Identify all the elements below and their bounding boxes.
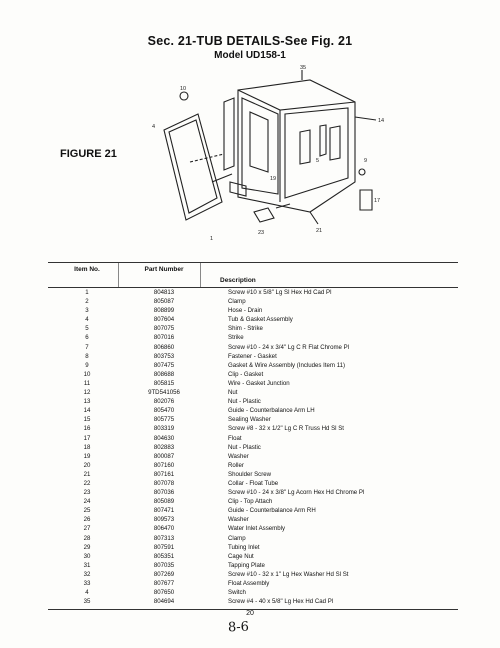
part-number: 807078: [153, 479, 175, 487]
table-row: [48, 515, 458, 524]
table-row: [48, 315, 458, 324]
item-number: 19: [83, 452, 91, 460]
model-label: Model UD158-1: [214, 50, 286, 61]
part-description: Sealing Washer: [228, 416, 271, 424]
table-row: [48, 415, 458, 424]
table-row: [48, 470, 458, 479]
item-number: 2: [85, 298, 89, 306]
item-number: 14: [83, 407, 91, 415]
item-number: 27: [83, 525, 91, 533]
part-number: 807016: [153, 334, 175, 342]
part-description: Fastener - Gasket: [228, 352, 277, 360]
item-number: 1: [85, 289, 89, 296]
table-row: [48, 306, 458, 315]
part-description: Hose - Drain: [228, 307, 263, 315]
table-row: [48, 388, 458, 397]
svg-text:1: 1: [210, 236, 214, 242]
table-row: [48, 506, 458, 515]
part-description: Clip - Gasket: [228, 370, 264, 378]
part-number: 806860: [153, 343, 175, 351]
part-number: 808899: [153, 307, 175, 315]
table-row: [48, 588, 458, 597]
header-item-no: Item No.: [74, 266, 100, 273]
part-description: Water Inlet Assembly: [228, 525, 286, 533]
item-number: 15: [83, 416, 91, 424]
svg-text:23: 23: [258, 230, 265, 236]
part-number: 804694: [153, 598, 175, 606]
part-description: Guide - Counterbalance Arm RH: [228, 507, 316, 515]
table-row: [48, 324, 458, 333]
item-number: 22: [83, 479, 91, 487]
table-row: [48, 361, 458, 370]
part-description: Gasket & Wire Assembly (Includes Item 11): [228, 361, 346, 369]
part-description: Screw #10 - 24 x 3/4" Lg C R Flat Chrome Pl: [228, 343, 350, 351]
page-number: 20: [246, 610, 254, 617]
part-description: Washer: [228, 452, 249, 460]
part-number: 807160: [153, 461, 175, 469]
figure-label: FIGURE 21: [60, 148, 117, 160]
part-description: Float: [228, 434, 242, 442]
part-number: 9TD541056: [148, 389, 180, 397]
part-number: 806470: [153, 525, 175, 533]
part-number: 809573: [153, 516, 175, 524]
table-row: [48, 570, 458, 579]
part-number: 807313: [153, 534, 175, 542]
table-row: [48, 297, 458, 306]
item-number: 4: [85, 589, 89, 597]
part-number: 802883: [153, 443, 175, 451]
table-row: [48, 424, 458, 433]
table-row: [48, 497, 458, 506]
part-description: Nut - Plastic: [228, 398, 261, 406]
part-number: 805087: [153, 298, 175, 306]
part-number: 805351: [153, 552, 175, 560]
item-number: 31: [83, 561, 91, 569]
parts-table: [48, 262, 458, 610]
part-description: Tapping Plate: [228, 561, 265, 569]
part-description: Clip - Top Attach: [228, 498, 273, 506]
item-number: 25: [83, 507, 91, 515]
table-row: [48, 397, 458, 406]
part-number: 808688: [153, 370, 175, 378]
part-description: Screw #10 x 5/8" Lg Sl Hex Hd Cad Pl: [228, 289, 332, 296]
part-number: 807677: [153, 580, 175, 587]
item-number: 32: [83, 570, 91, 578]
part-number: 807161: [153, 470, 175, 478]
table-row: [48, 524, 458, 533]
part-number: 807075: [153, 325, 175, 333]
part-number: 805089: [153, 498, 175, 506]
item-number: 11: [83, 379, 91, 387]
part-number: 803753: [153, 352, 175, 360]
part-number: 805815: [153, 379, 175, 387]
handwritten-note: 8-6: [227, 619, 250, 636]
part-description: Cage Nut: [228, 552, 254, 560]
table-row: [48, 288, 458, 297]
part-number: 803319: [153, 425, 175, 433]
table-row: [48, 343, 458, 352]
item-number: 24: [83, 498, 91, 506]
part-number: 805470: [153, 407, 175, 415]
part-description: Clamp: [228, 298, 246, 306]
part-number: 800087: [153, 452, 175, 460]
part-description: Screw #10 - 32 x 1" Lg Hex Washer Hd Sl St: [228, 570, 349, 578]
item-number: 9: [85, 361, 89, 369]
table-row: [48, 461, 458, 470]
exploded-tub-diagram: [150, 62, 395, 247]
item-number: 4: [85, 316, 89, 324]
part-description: Shim - Strike: [228, 325, 263, 333]
item-number: 10: [83, 370, 91, 378]
table-row: [48, 352, 458, 361]
table-row: [48, 543, 458, 552]
table-row: [48, 443, 458, 452]
table-row: [48, 597, 458, 606]
part-description: Strike: [228, 334, 244, 342]
part-description: Washer: [228, 516, 249, 524]
part-number: 807650: [153, 589, 175, 597]
item-number: 20: [83, 461, 91, 469]
part-description: Guide - Counterbalance Arm LH: [228, 407, 315, 415]
part-number: 807591: [153, 543, 175, 551]
page-title: Sec. 21-TUB DETAILS-See Fig. 21: [147, 34, 353, 48]
header-description: Description: [220, 277, 256, 284]
item-number: 28: [83, 534, 91, 542]
part-number: 807036: [153, 489, 175, 497]
svg-text:17: 17: [374, 198, 381, 204]
table-header: [48, 262, 458, 288]
part-description: Screw #10 - 24 x 3/8" Lg Acorn Hex Hd Chrome Pl: [228, 489, 365, 497]
part-number: 807471: [153, 507, 175, 515]
item-number: 7: [85, 343, 89, 351]
table-row: [48, 561, 458, 570]
item-number: 12: [83, 389, 91, 397]
svg-text:19: 19: [270, 176, 277, 182]
item-number: 5: [85, 325, 89, 333]
part-number: 807475: [153, 361, 175, 369]
table-row: [48, 579, 458, 588]
table-row: [48, 370, 458, 379]
table-row: [48, 333, 458, 342]
part-description: Screw #4 - 40 x 5/8" Lg Hex Hd Cad Pl: [228, 598, 334, 606]
item-number: 35: [83, 598, 91, 606]
svg-text:35: 35: [300, 65, 307, 71]
part-description: Clamp: [228, 534, 246, 542]
part-description: Shoulder Screw: [228, 470, 272, 478]
header-part-number: Part Number: [144, 266, 184, 273]
svg-text:14: 14: [378, 118, 385, 124]
table-row: [48, 552, 458, 561]
part-description: Float Assembly: [228, 580, 270, 587]
svg-text:9: 9: [364, 158, 368, 164]
part-number: 807269: [153, 570, 175, 578]
part-description: Nut: [228, 389, 238, 397]
item-number: 33: [83, 580, 91, 587]
item-number: 23: [83, 489, 91, 497]
table-row: [48, 406, 458, 415]
item-number: 29: [83, 543, 91, 551]
item-number: 16: [83, 425, 91, 433]
part-description: Tubing Inlet: [228, 543, 260, 551]
table-row: [48, 479, 458, 488]
part-number: 807604: [153, 316, 175, 324]
table-row: [48, 434, 458, 443]
part-description: Wire - Gasket Junction: [228, 379, 290, 387]
table-row: [48, 534, 458, 543]
part-number: 804813: [153, 289, 175, 296]
item-number: 6: [85, 334, 89, 342]
table-row: [48, 452, 458, 461]
part-description: Screw #8 - 32 x 1/2" Lg C R Truss Hd Sl St: [228, 425, 344, 433]
svg-text:5: 5: [316, 158, 320, 164]
part-description: Switch: [228, 589, 246, 597]
part-description: Collar - Float Tube: [228, 479, 279, 487]
part-description: Roller: [228, 461, 244, 469]
part-number: 802076: [153, 398, 175, 406]
svg-text:4: 4: [152, 124, 156, 130]
table-row: [48, 488, 458, 497]
part-description: Tub & Gasket Assembly: [228, 316, 293, 324]
item-number: 21: [83, 470, 91, 478]
part-number: 805775: [153, 416, 175, 424]
table-body: [48, 288, 458, 606]
svg-text:10: 10: [180, 86, 187, 92]
item-number: 26: [83, 516, 91, 524]
part-description: Nut - Plastic: [228, 443, 261, 451]
item-number: 13: [83, 398, 91, 406]
item-number: 18: [83, 443, 91, 451]
svg-text:21: 21: [316, 228, 323, 234]
item-number: 8: [85, 352, 89, 360]
item-number: 17: [83, 434, 91, 442]
item-number: 30: [83, 552, 91, 560]
table-row: [48, 379, 458, 388]
part-number: 804630: [153, 434, 175, 442]
part-number: 807035: [153, 561, 175, 569]
item-number: 3: [85, 307, 89, 315]
